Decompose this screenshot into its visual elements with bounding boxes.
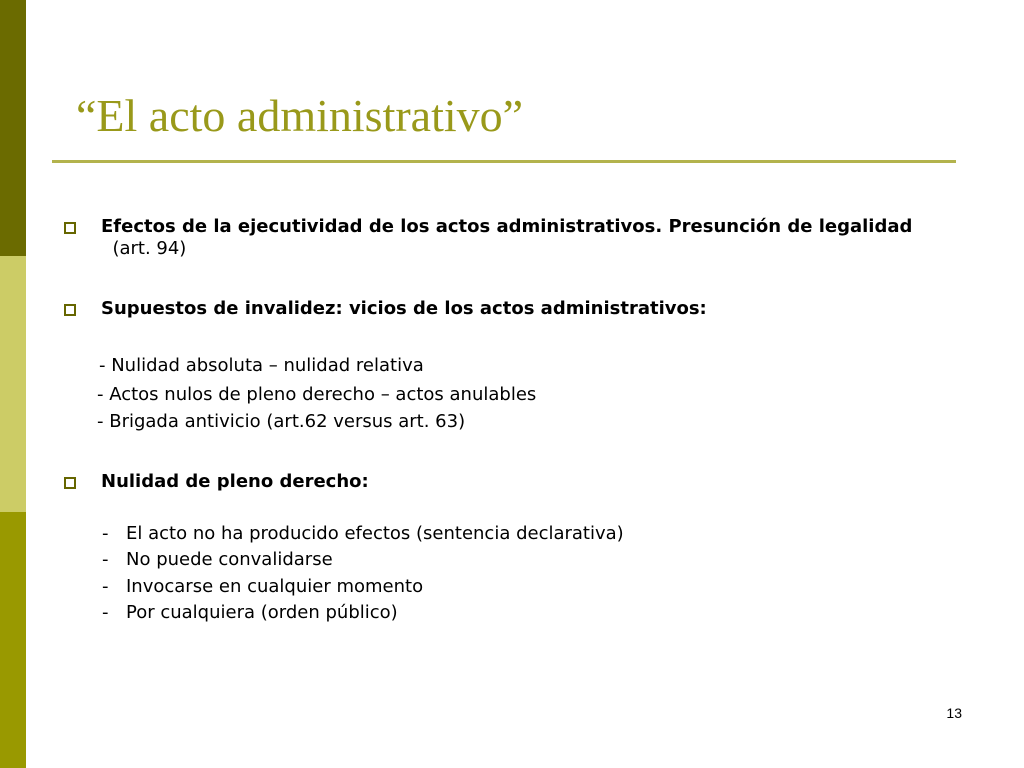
dash-marker: - bbox=[102, 576, 109, 597]
bullet-text: Supuestos de invalidez: vicios de los actos administrativos: bbox=[101, 298, 707, 319]
square-bullet-icon bbox=[64, 477, 76, 489]
list-item bbox=[102, 576, 423, 598]
list-item-text: El acto no ha producido efectos (sentencia declarativa) bbox=[126, 523, 624, 544]
square-bullet-icon bbox=[64, 222, 76, 234]
dash-marker: - bbox=[102, 523, 109, 544]
list-item bbox=[102, 549, 333, 571]
sub-item: - Brigada antivicio (art.62 versus art. 63) bbox=[97, 411, 466, 432]
bullet-article-ref: (art. 94) bbox=[101, 238, 187, 259]
list-item bbox=[102, 523, 624, 545]
bullet-bold-text: Efectos de la ejecutividad de los actos administrativos. Presunción de legalidad bbox=[101, 216, 913, 237]
bullet-text: Nulidad de pleno derecho: bbox=[101, 471, 369, 492]
slide-title: “El acto administrativo” bbox=[76, 90, 524, 141]
sub-item: - Nulidad absoluta – nulidad relativa bbox=[99, 355, 424, 376]
dash-marker: - bbox=[102, 549, 109, 570]
list-item-text: Invocarse en cualquier momento bbox=[126, 576, 424, 597]
bullet-text bbox=[101, 216, 931, 260]
list-item-text: No puede convalidarse bbox=[126, 549, 333, 570]
list-item-text: Por cualquiera (orden público) bbox=[126, 602, 398, 623]
square-bullet-icon bbox=[64, 304, 76, 316]
dash-marker: - bbox=[102, 602, 109, 623]
sub-item: - Actos nulos de pleno derecho – actos anulables bbox=[97, 384, 537, 405]
page-number: 13 bbox=[946, 705, 962, 721]
list-item bbox=[102, 602, 398, 624]
